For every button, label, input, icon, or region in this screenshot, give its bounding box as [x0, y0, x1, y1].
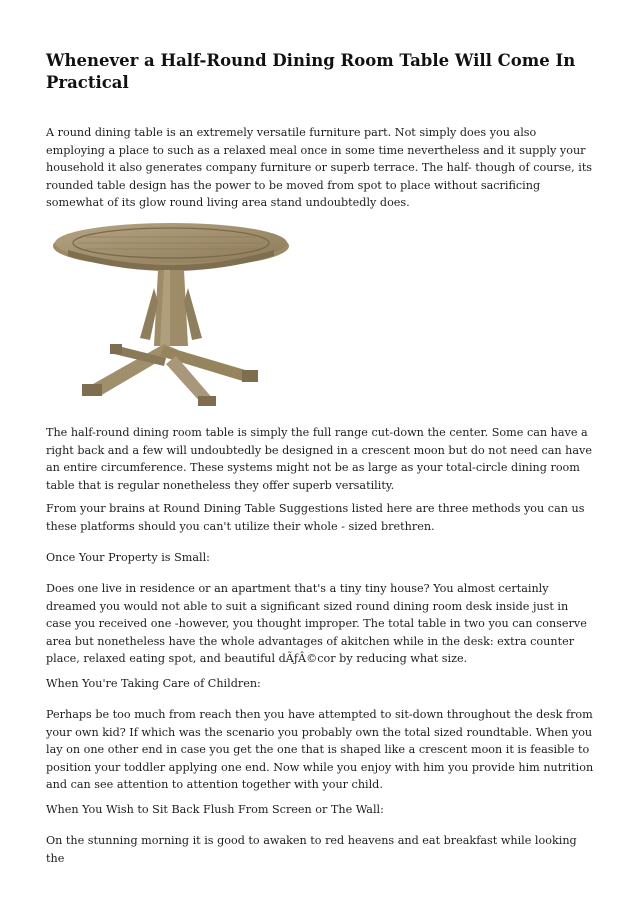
subheading-children: When You're Taking Care of Children: — [46, 677, 261, 690]
subheading-wall: When You Wish to Sit Back Flush From Screen or The Wall: — [46, 803, 384, 816]
paragraph-children: Perhaps be too much from reach then you have attempted to sit-down throughout the desk from your own kid? If which was the scenario you probably own the total sized roundtable. When you lay on one other end in case you get the one that is shaped like a crescent moon it is feasible to position your toddler applying one end. Now while you enjoy with him you provide him nutrition and can see attention to attention together with your child. — [46, 708, 594, 792]
paragraph-half-round: The half-round dining room table is simply the full range cut-down the center. Some can have a right back and a few will undoubtedly be designed in a crescent moon but do not need can have an entire circumference. These systems might not be as large as your total-circle dining room table that is regular nonetheless they offer superb versatility. — [46, 426, 592, 492]
paragraph-suggestions: From your brains at Round Dining Table Suggestions listed here are three methods you can us these platforms should you can't utilize their whole - sized brethren. — [46, 502, 585, 533]
paragraph-small-property: Does one live in residence or an apartment that's a tiny tiny house? You almost certainly dreamed you would not able to suit a significant sized round dining room desk inside just in case you received one -however, you thought improper. The total table in two you can conserve area but nonetheless have the whole advantages of akitchen while in the desk: extra counter place, relaxed eating spot, and beautiful dÃƒÂ©cor by reducing what size. — [46, 582, 587, 666]
paragraph-intro: A round dining table is an extremely versatile furniture part. Not simply does you also employing a place to such as a relaxed meal once in some time nevertheless and it supply your household it also generates company furniture or superb terrace. The half- though of course, its rounded table design has the power to be moved from spot to place without sacrificing somewhat of its glow round living area stand undoubtedly does. — [46, 126, 593, 210]
round-table-photo — [46, 218, 296, 408]
subheading-small-property: Once Your Property is Small: — [46, 551, 210, 564]
paragraph-wall: On the stunning morning it is good to awaken to red heavens and eat breakfast while looking the — [46, 834, 577, 865]
article-title: Whenever a Half-Round Dining Room Table Will Come In Practical — [46, 51, 576, 92]
